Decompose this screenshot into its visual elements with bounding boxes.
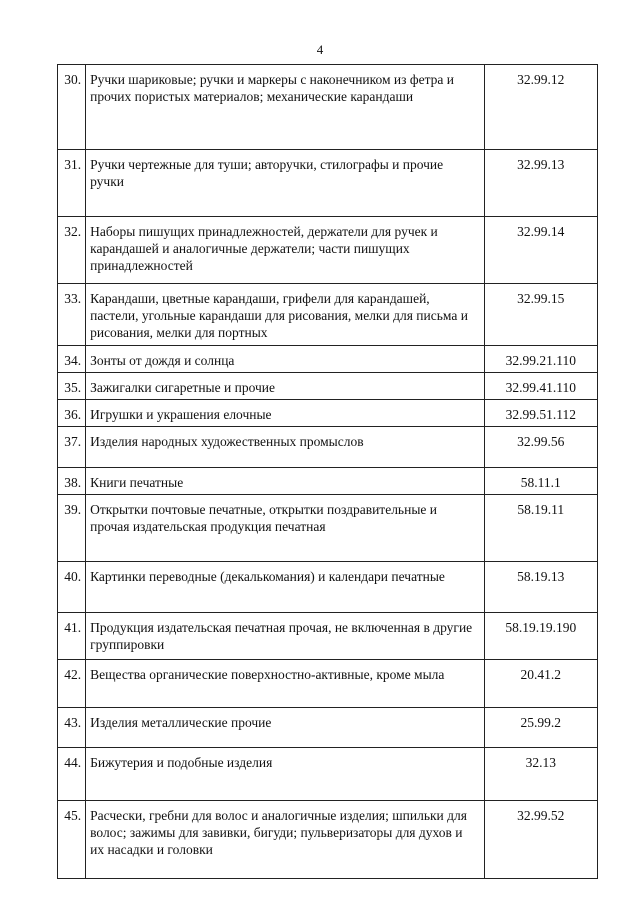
row-number: 43.	[58, 708, 86, 748]
table-row	[58, 748, 598, 801]
row-number: 42.	[58, 660, 86, 708]
table-row	[58, 346, 598, 373]
product-name: Изделия народных художественных промыслов	[86, 427, 484, 468]
row-number: 30.	[58, 65, 86, 150]
row-number: 35.	[58, 373, 86, 400]
product-name: Вещества органические поверхностно-активные, кроме мыла	[86, 660, 484, 708]
table-row	[58, 495, 598, 562]
table-row	[58, 427, 598, 468]
table-row	[58, 801, 598, 879]
table-row	[58, 400, 598, 427]
product-name: Книги печатные	[86, 468, 484, 495]
okpd-code: 32.99.52	[484, 801, 597, 879]
product-name: Расчески, гребни для волос и аналогичные изделия; шпильки для волос; зажимы для завивки, бигуди; пульверизаторы для духов и их насадки и головки	[86, 801, 484, 879]
product-name: Наборы пишущих принадлежностей, держатели для ручек и карандашей и аналогичные держатели; части пишущих принадлежностей	[86, 217, 484, 284]
okpd-code: 32.99.15	[484, 284, 597, 346]
table-row	[58, 65, 598, 150]
okpd-code: 32.99.21.110	[484, 346, 597, 373]
products-table	[57, 64, 598, 879]
product-name: Открытки почтовые печатные, открытки поздравительные и прочая издательская продукция печатная	[86, 495, 484, 562]
table-row	[58, 150, 598, 217]
row-number: 34.	[58, 346, 86, 373]
product-name: Зонты от дождя и солнца	[86, 346, 484, 373]
row-number: 36.	[58, 400, 86, 427]
okpd-code: 32.99.13	[484, 150, 597, 217]
row-number: 33.	[58, 284, 86, 346]
table-row	[58, 562, 598, 613]
okpd-code: 58.11.1	[484, 468, 597, 495]
table-row	[58, 708, 598, 748]
product-name: Картинки переводные (декалькомания) и календари печатные	[86, 562, 484, 613]
okpd-code: 58.19.11	[484, 495, 597, 562]
product-name: Бижутерия и подобные изделия	[86, 748, 484, 801]
products-table-body	[58, 65, 598, 879]
table-row	[58, 613, 598, 660]
row-number: 45.	[58, 801, 86, 879]
okpd-code: 25.99.2	[484, 708, 597, 748]
product-name: Изделия металлические прочие	[86, 708, 484, 748]
row-number: 40.	[58, 562, 86, 613]
okpd-code: 32.13	[484, 748, 597, 801]
row-number: 39.	[58, 495, 86, 562]
row-number: 41.	[58, 613, 86, 660]
okpd-code: 32.99.12	[484, 65, 597, 150]
row-number: 37.	[58, 427, 86, 468]
product-name: Ручки шариковые; ручки и маркеры с наконечником из фетра и прочих пористых материалов; механические карандаши	[86, 65, 484, 150]
product-name: Продукция издательская печатная прочая, не включенная в другие группировки	[86, 613, 484, 660]
okpd-code: 32.99.41.110	[484, 373, 597, 400]
okpd-code: 32.99.51.112	[484, 400, 597, 427]
table-row	[58, 660, 598, 708]
table-row	[58, 217, 598, 284]
okpd-code: 32.99.56	[484, 427, 597, 468]
table-row	[58, 468, 598, 495]
product-name: Зажигалки сигаретные и прочие	[86, 373, 484, 400]
table-row	[58, 373, 598, 400]
row-number: 31.	[58, 150, 86, 217]
row-number: 44.	[58, 748, 86, 801]
okpd-code: 32.99.14	[484, 217, 597, 284]
okpd-code: 58.19.13	[484, 562, 597, 613]
product-name: Игрушки и украшения елочные	[86, 400, 484, 427]
table-row	[58, 284, 598, 346]
row-number: 32.	[58, 217, 86, 284]
product-name: Карандаши, цветные карандаши, грифели для карандашей, пастели, угольные карандаши для рисования, мелки для письма и рисования, мелки для портных	[86, 284, 484, 346]
row-number: 38.	[58, 468, 86, 495]
okpd-code: 58.19.19.190	[484, 613, 597, 660]
okpd-code: 20.41.2	[484, 660, 597, 708]
product-name: Ручки чертежные для туши; авторучки, стилографы и прочие ручки	[86, 150, 484, 217]
page-number: 4	[316, 42, 324, 57]
